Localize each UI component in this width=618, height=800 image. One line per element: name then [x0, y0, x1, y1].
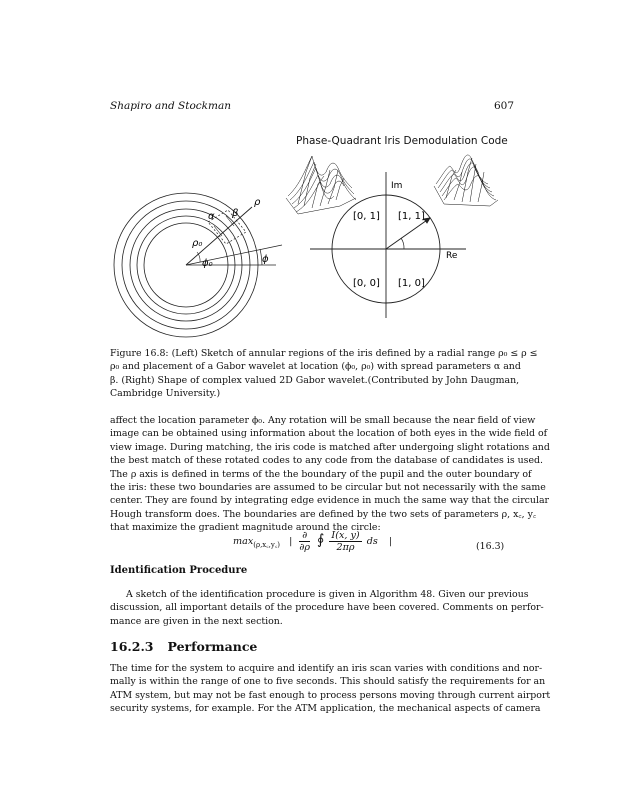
figure-caption [110, 347, 538, 401]
equation-number: (16.3) [476, 541, 505, 552]
label-alpha: α [208, 211, 215, 222]
eq-subscript: (ρ,x꜀,y꜀) [253, 540, 281, 549]
text-line: Hough transform does. The boundaries are defined by the two sets of parameters ρ, x꜀, y꜀ [110, 508, 537, 520]
quadrant-label-11: [1, 1] [398, 211, 425, 222]
label-phi: ϕ [262, 254, 269, 265]
eq-ds: ds [366, 536, 378, 547]
section-heading [110, 639, 257, 654]
complex-plane [310, 172, 466, 318]
eq-partial-den: ∂ρ [299, 542, 310, 553]
text-line: the best match of these rotated codes to any code from the database of candidates is used. [110, 455, 543, 467]
text-line: affect the location parameter ϕ₀. Any rotation will be small because the near field of view [110, 415, 536, 426]
eq-frac-den: 2πρ [336, 542, 355, 553]
gabor-wavelet-surface-left [286, 156, 356, 214]
label-rho: ρ [254, 197, 261, 208]
figure-title: Phase-Quadrant Iris Demodulation Code [296, 135, 508, 147]
quadrant-label-00: [0, 0] [353, 278, 380, 289]
text-line: mance are given in the next section. [110, 615, 283, 627]
equation-16-3: $\max_{(\rho,x꜀,y꜀)}$ | ∂ ∂ρ ∮ $\frac{I(x, y)}{2\pi\rho}$ ds | [233, 530, 393, 553]
text-line: The time for the system to acquire and identify an iris scan varies with conditions and nor- [110, 663, 543, 674]
running-header-authors: Shapiro and Stockman [110, 100, 232, 112]
label-re-axis: Re [446, 251, 458, 261]
section-title: Performance [167, 639, 258, 654]
eq-max: max [233, 536, 254, 547]
figure-16-8 [0, 0, 618, 340]
eq-frac-num: I(x, y) [331, 530, 360, 541]
text-line: A sketch of the identification procedure is given in Algorithm 48. Given our previous [126, 589, 529, 600]
caption-line: β. (Right) Shape of complex valued 2D Gabor wavelet.(Contributed by John Daugman, [110, 374, 520, 386]
gabor-wavelet-surface-right [434, 155, 498, 206]
body-paragraph-3 [110, 662, 551, 716]
label-im-axis: Im [391, 181, 403, 191]
eq-integral: ∮ [317, 532, 325, 548]
body-paragraph-2 [110, 588, 544, 628]
label-beta: β [232, 208, 239, 219]
iris-annulus-sketch [114, 193, 282, 337]
caption-line: ρ₀ and placement of a Gabor wavelet at location (ϕ₀, ρ₀) with spread parameters α and [110, 361, 521, 373]
text-line: The ρ axis is defined in terms of the the boundary of the pupil and the outer boundary of [110, 468, 532, 480]
section-number: 16.2.3 [110, 639, 154, 654]
text-line: view image. During matching, the iris code is matched after undergoing slight rotations and [110, 441, 550, 453]
label-phi0: ϕ₀ [202, 258, 213, 269]
text-line: center. They are found by integrating edge evidence in much the same way that the circular [110, 495, 550, 507]
subheading-identification-procedure: Identification Procedure [110, 565, 248, 576]
quadrant-label-01: [0, 1] [353, 211, 380, 222]
caption-line: Cambridge University.) [110, 388, 221, 400]
text-line: security systems, for example. For the ATM application, the mechanical aspects of camera [110, 703, 541, 715]
body-paragraph-1 [110, 414, 550, 535]
text-line: discussion, all important details of the procedure have been covered. Comments on perfor- [110, 602, 544, 614]
text-line: ATM system, but may not be fast enough to process persons moving through current airport [110, 689, 551, 701]
text-line: image can be obtained using information about the location of both eyes in the wide field of [110, 428, 548, 440]
page-number: 607 [493, 100, 514, 112]
label-rho0: ρ₀ [192, 238, 203, 249]
eq-partial-num: ∂ [299, 530, 310, 542]
text-line: the iris: these two boundaries are assumed to be circular but not necessarily with the same [110, 482, 546, 494]
text-line: that maximize the gradient magnitude around the circle: [110, 522, 381, 534]
quadrant-label-10: [1, 0] [398, 278, 425, 289]
caption-line: Figure 16.8: (Left) Sketch of annular regions of the iris defined by a radial range ρ₀ ≤ ρ ≤ [110, 348, 538, 359]
text-line: mally is within the range of one to five seconds. This should satisfy the requirements for an [110, 676, 546, 688]
